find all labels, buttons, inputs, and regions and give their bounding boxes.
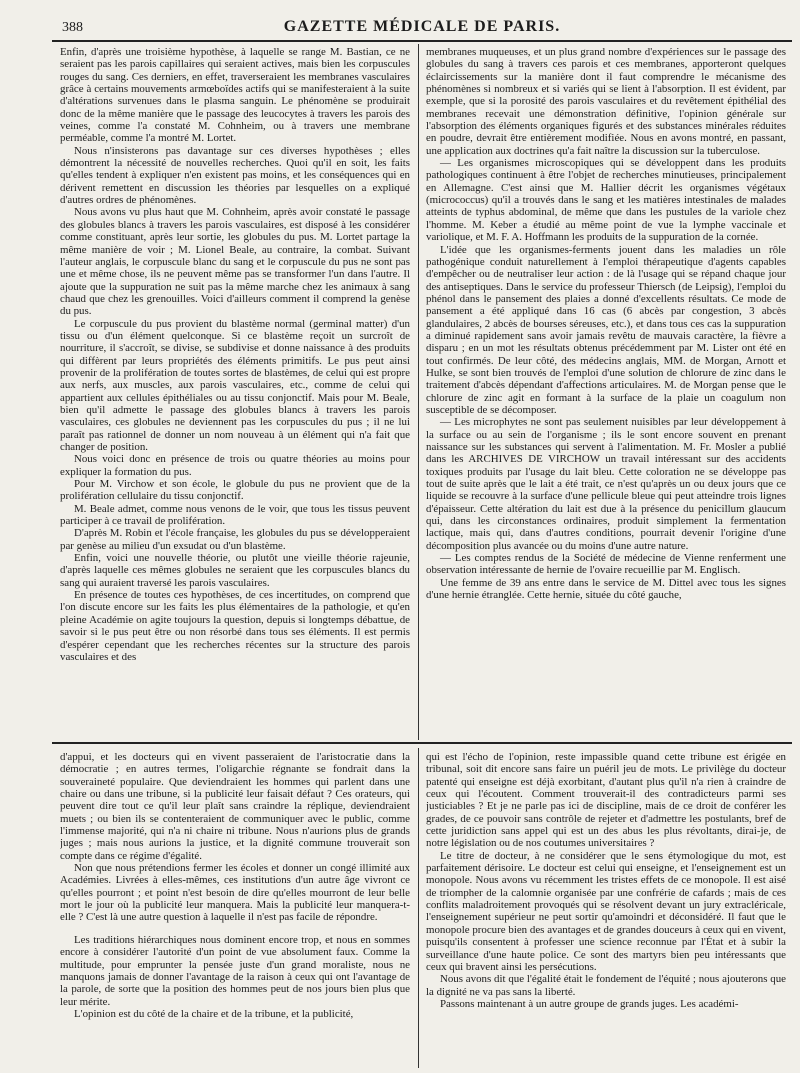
column-divider xyxy=(418,44,419,740)
column-divider xyxy=(418,748,419,1068)
bottom-left-column xyxy=(60,751,410,1069)
paragraph: L'opinion est du côté de la chaire et de la tribune, et la publicité, xyxy=(74,1007,354,1020)
page-number: 388 xyxy=(62,20,83,35)
paragraph: M. Beale admet, comme nous venons de le voir, que tous les tissus peuvent participer à ce travail de prolifération. xyxy=(60,502,410,528)
header-rule xyxy=(52,40,792,42)
paragraph: Nous avons vu plus haut que M. Cohnheim, après avoir constaté le passage des globules blancs à travers les parois vasculaires, est disposé à les considérer comme constituant, après leur sortie, les globules du pus. M. Lortet partage la même manière de voir ; M. Lionel Beale, au contraire, la combat. Suivant l'auteur anglais, le corpuscule blanc du sang et le corpuscule du pus ne sont pas une et même chose, ils ne peuvent même pas se transformer l'un dans l'autre. Il ajoute que la suppuration ne suit pas la même marche chez les animaux à sang chaud que chez les grenouilles. Voici d'ailleurs comment il comprend la genèse du pus. xyxy=(60,206,410,318)
page-header xyxy=(52,18,792,40)
journal-title: GAZETTE MÉDICALE DE PARIS. xyxy=(283,18,561,35)
paragraph: — Les organismes microscopiques qui se développent dans les produits pathologiques continuent à être l'objet de recherches minutieuses, principalement en Allemagne. C'est ainsi que M. Hallier décrit les organismes végétaux (micrococcus) qu'il a trouvés dans le sang et les matières intestinales de malades atteints de typhus abdominal, de même que dans les pustules de la variole chez l'homme. M. Keber a étudié au même point de vue la lymphe vaccinale et variolique, et M. F. A. Hoffmann les produits de la suppuration de la cornée. xyxy=(426,157,786,244)
paragraph: — Les microphytes ne sont pas seulement nuisibles par leur développement à la surface ou au sein de l'organisme ; ils le sont encore souvent en prenant naissance sur les substances qui servent à l'alimentation. M. Fr. Mosler a publié dans les ARCHIVES DE VIRCHOW un travail intéressant sur des accidents toxiques produits par l'usage du lait bleu. Cette coloration ne se développe pas tout de suite après que le lait a été trait, ce n'est qu'après un ou deux jours que ce liquide se recouvre à la surface d'une pellicule bleue qui peut atteindre trois lignes d'épaisseur. Cette altération du lait est due à la présence du penicillum glaucum qui, dans les circonstances ordinaires, produit simplement la fermentation lactique, mais qui, dans d'autres conditions, pourrait devenir l'origine d'une décomposition plus avancée ou du moins d'une autre nature. xyxy=(426,416,786,552)
paragraph: Le corpuscule du pus provient du blastème normal (germinal matter) d'un tissu ou d'un élément quelconque. Si ce blastème reçoit un surcroît de nourriture, il s'accroît, se divise, se subdivise et donne naissance à des produits qui diffèrent par leurs propriétés des éléments primitifs. Le pus peut ainsi provenir de la prolifération de toutes sortes de blastèmes, de celui qui est propre aux nerfs, aux muscles, aux parois vasculaires, etc., comme de celui qui appartient aux cellules épithéliales ou au tissu conjonctif. Mais pour M. Beale, bien qu'il admette le passage des globules blancs à travers les parois vasculaires, ces globules ne deviennent pas les corpuscules du pus ; il ne lui paraît pas rationnel de donner un nom nouveau à un élément qui n'a fait que changer de position. xyxy=(60,317,410,453)
paragraph: Enfin, d'après une troisième hypothèse, à laquelle se range M. Bastian, ce ne seraient pas les parois capillaires qui seraient actives, mais bien les corpuscules rouges du sang. Ces derniers, en effet, traverseraient les membranes vasculaires grâce à certains mouvements armœboïdes actifs qui se manifesteraient à la suite d'altérations survenues dans le plasma sanguin. Le phénomène se produirait donc de la même manière que le passage des leucocytes à travers les parois des veines, comme l'a constaté M. Cohnheim, ou à travers une membrane perméable, comme l'a montré M. Lortet. xyxy=(60,46,410,145)
paragraph: D'après M. Robin et l'école française, les globules du pus se développeraient par genèse au milieu d'un exsudat ou d'un blastème. xyxy=(60,527,410,552)
top-left-column xyxy=(60,46,410,740)
paragraph: En présence de toutes ces hypothèses, de ces incertitudes, on comprend que l'on discute encore sur les faits les plus élémentaires de la pathologie, et qu'en pleine Académie on agite toujours la question, depuis si longtemps débattue, de savoir si le pus peut être ou non résorbé dans tous ses éléments. Il est permis d'espérer cependant que les recherches récentes sur la structure des parois vasculaires et des xyxy=(60,589,410,663)
section-divider xyxy=(52,742,792,744)
paragraph: Enfin, voici une nouvelle théorie, ou plutôt une vieille théorie rajeunie, d'après laquelle ces mêmes globules ne seraient que les corpuscules blancs du sang qui auraient traversé les parois vasculaires. xyxy=(60,552,410,589)
paragraph: Passons maintenant à un autre groupe de grands juges. Les académi- xyxy=(440,997,739,1010)
paragraph: membranes muqueuses, et un plus grand nombre d'expériences sur le passage des globules du sang à travers ces parois et ces membranes, apporteront quelques éclaircissements sur la manière dont il faut comprendre le mécanisme des phénomènes si nombreux et si variés qui se lient à l'absorption. Il est évident, par exemple, que si la porosité des parois vasculaires et du revêtement épithélial des membranes recevait une démonstration définitive, l'opinion générale sur l'absorption des éléments organiques figurés et des substances minérales réduites en poudre, devrait être entièrement modifiée. Nous en avons montré, en passant, une application aux doctrines qu'a fait naître la discussion sur la tuberculose. xyxy=(426,46,786,157)
paragraph: qui est l'écho de l'opinion, reste impassible quand cette tribune est érigée en tribunal, soit dit encore sans faire un puéril jeu de mots. Le privilège du docteur patenté qui enseigne est déjà exorbitant, d'autant plus qu'il n'a rien à craindre de ceux qui l'écoutent. Comment trouverait-il des contradicteurs parmi ses justiciables ? Et je ne parle pas ici de discipline, mais de ce droit de conférer les grades, de ce pouvoir sans contrôle de rejeter et d'admettre les postulants, bref de cette juridiction sans appel qui est un des abus les plus révoltants, dirai-je, de notre législation ou de nos coutumes universitaires ? xyxy=(426,751,786,850)
paragraph: Nous voici donc en présence de trois ou quatre théories au moins pour expliquer la formation du pus. xyxy=(60,453,410,478)
bottom-right-column xyxy=(426,751,786,1069)
paragraph: Les traditions hiérarchiques nous dominent encore trop, et nous en sommes encore à considérer l'autorité d'un point de vue absolument faux. Comme la multitude, pour emprunter la pensée juste d'un grand moraliste, nous ne manquons jamais de donner l'avantage de la raison à ceux qui ont l'avantage de la parole, de sorte que la position des hommes peut de nos jours bien plus que leur mérite. xyxy=(60,933,410,1008)
paragraph: — Les comptes rendus de la Société de médecine de Vienne renferment une observation intéressante de hernie de l'ovaire recueillie par M. Englisch. xyxy=(426,552,786,577)
paragraph: Pour M. Virchow et son école, le globule du pus ne provient que de la prolifération cellulaire du tissu conjonctif. xyxy=(60,478,410,503)
paragraph: Nous n'insisterons pas davantage sur ces diverses hypothèses ; elles démontrent la nécessité de nouvelles recherches. Quoi qu'il en soit, les faits qu'elles tendent à expliquer n'en existent pas moins, et les conséquences qui en dérivent remettent en discussion les théories par lesquelles on a expliqué d'autres ordres de phénomènes. xyxy=(60,144,410,207)
paragraph: Le titre de docteur, à ne considérer que le sens étymologique du mot, est parfaitement dérisoire. Le docteur est celui qui enseigne, et l'enseignement est un monopole. Nous avons vu récemment les tristes effets de ce monopole. Il est aisé de triompher de la calomnie organisée par une confrérie de cafards ; mais de ces conflits maladroitement provoqués qui se résolvent devant un jury extracléricale, l'enseignement supérieur ne peut sortir qu'amoindri et déconsidéré. Il faut que le monopole procure bien des avantages et de grandes douceurs à ceux qui en vivent, puisqu'ils consentent à professer une science reconnue par l'État et à subir la surveillance d'une haute police. Ce sont des martyrs bien peu intéressants que ceux qui bravent ainsi les persécutions. xyxy=(426,849,786,973)
paragraph: Une femme de 39 ans entre dans le service de M. Dittel avec tous les signes d'une hernie étranglée. Cette hernie, située du côté gauche, xyxy=(426,576,786,602)
paragraph: Non que nous prétendions fermer les écoles et donner un congé illimité aux Académies. Livrées à elles-mêmes, ces institutions d'un autre âge vivront ce qu'elles pourront ; et point n'est besoin de dire qu'elles mourront de leur belle mort le jour où la publicité leur manquera. Mais la publicité leur manquera-t-elle ? C'est là une autre question à laquelle il n'est pas facile de répondre. xyxy=(60,862,410,924)
paragraph: L'idée que les organismes-ferments jouent dans les maladies un rôle pathogénique conduit naturellement à l'emploi thérapeutique d'agents capables d'empêcher ou de neutraliser leur action : de là l'usage qui se répand chaque jour des antiseptiques. Dans le service du professeur Thiersch (de Leipsig), l'emploi du phénol dans le pansement des plaies a donné d'excellents résultats. Ce mode de pansement a été appliqué dans 16 cas (6 abcès par congestion, 3 abcès glandulaires, 2 abcès de bourses séreuses, etc.), et dans tous ces cas la suppuration a diminué rapidement sans avoir jamais revêtu de mauvais caractère, la fièvre a disparu ; en un mot les résultats obtenus précédemment par M. Lister ont été en tout confirmés. De leur côté, des médecins anglais, MM. de Morgan, Arnott et Hulke, se sont bien trouvés de l'emploi d'une solution de chlorure de zinc dans le traitement d'abcès dépendant d'affections articulaires. M. de Morgan pense que le chlorure de zinc agit en formant à la surface de la plaie un coagulum non susceptible de se décomposer. xyxy=(426,243,786,416)
paragraph: Nous avons dit que l'égalité était le fondement de l'équité ; nous ajouterons que la dignité ne va pas sans la liberté. xyxy=(426,973,786,998)
top-right-column xyxy=(426,46,786,740)
paragraph-gap xyxy=(60,924,410,934)
paragraph: d'appui, et les docteurs qui en vivent passeraient de l'aristocratie dans la démocratie ; en autres termes, l'oligarchie régnante se fondrait dans la souveraineté populaire. Que deviendraient les hommes qui parlent dans une chaire ou dans une tribune, si la publicité leur faisait défaut ? Ces orateurs, qui peuvent dire tout ce qu'il leur plaît sans craindre la réplique, deviendraient muets ; ou bien ils se contenteraient de communiquer avec le public, comme l'immense majorité, qui n'a ni chaire ni tribune. Nous n'aurions plus de grands juges ; mais nous aurions la justice, et la dignité commune trouverait son compte dans ce régime d'égalité. xyxy=(60,751,410,862)
